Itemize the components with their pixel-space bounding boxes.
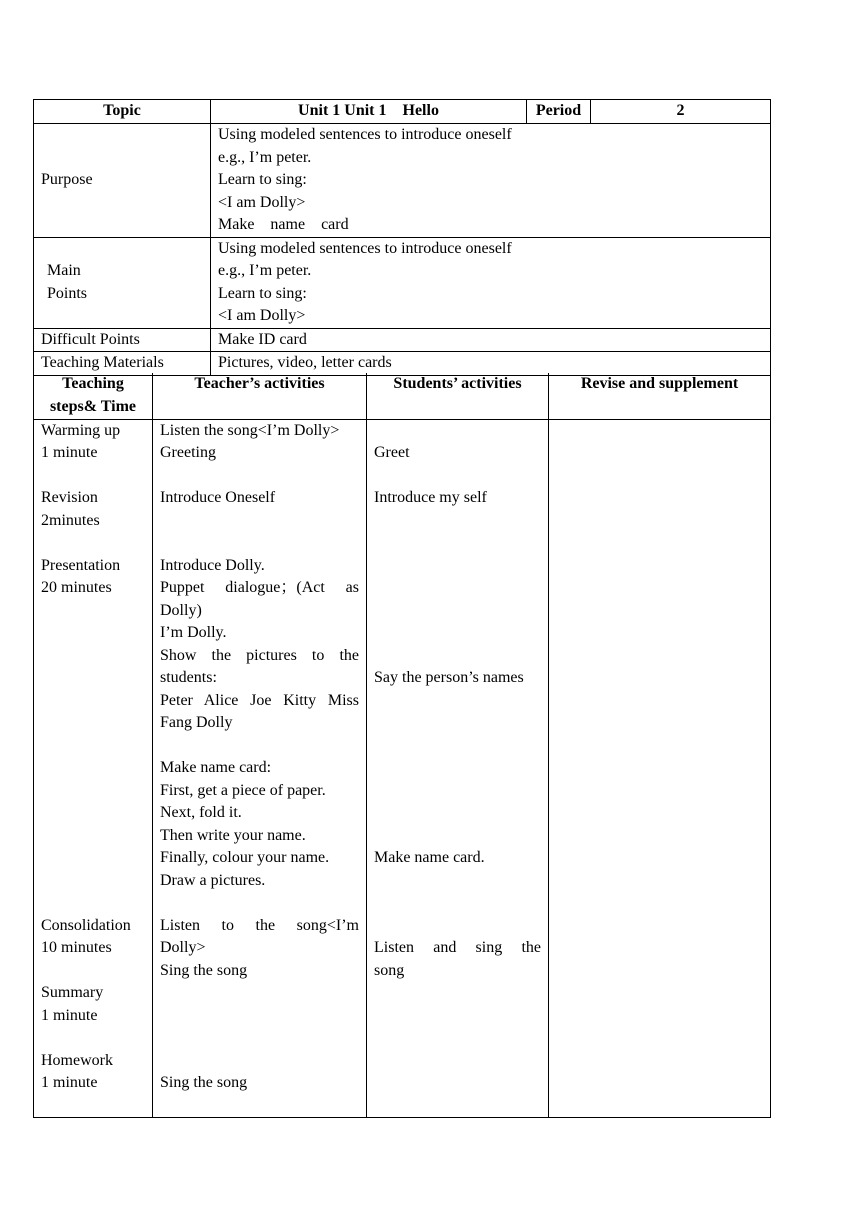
steps-header-line1: Teaching (62, 375, 124, 392)
steps-header-col1 (34, 373, 153, 419)
teacher-activities-header: Teacher’s activities (153, 373, 367, 419)
student-col-line: Listen and sing the (374, 939, 541, 956)
steps-col-line: Homework (41, 1051, 113, 1069)
teacher-col-line: Show the pictures to the (160, 646, 359, 664)
teacher-col-line: Fang Dolly (160, 714, 233, 731)
purpose-line: <I am Dolly> (218, 193, 306, 211)
steps-col-line (41, 600, 145, 623)
purpose-line: Learn to sing: (218, 171, 307, 188)
student-col-line (374, 577, 541, 600)
student-col-line (374, 870, 541, 893)
student-col-line (374, 1050, 541, 1073)
student-col-line: Say the person’s names (374, 669, 524, 686)
steps-col-line (41, 690, 145, 713)
main-points-line: <I am Dolly> (218, 307, 306, 324)
students-activities-header: Students’ activities (367, 373, 549, 419)
revise-supplement-column (549, 419, 771, 1117)
steps-col-line: 10 minutes (41, 939, 112, 956)
teacher-col-line: First, get a piece of paper. (160, 781, 326, 799)
revise-supplement-header: Revise and supplement (549, 373, 771, 419)
header-table (33, 99, 771, 376)
steps-col-line (41, 802, 145, 825)
main-points-label-line2: Points (47, 284, 88, 302)
steps-col-line (41, 960, 145, 983)
teacher-col-line: Make name card: (160, 759, 272, 776)
steps-col-line: Consolidation (41, 916, 131, 934)
purpose-content (211, 124, 771, 238)
student-col-line: song (374, 961, 405, 979)
student-col-line (374, 892, 541, 915)
steps-col-line: Presentation (41, 556, 121, 574)
teacher-col-line (160, 510, 359, 533)
student-col-line (374, 825, 541, 848)
student-col-line (374, 465, 541, 488)
steps-col-line: 1 minute (41, 1006, 98, 1024)
main-points-line: Using modeled sentences to introduce oneself (218, 239, 512, 257)
teacher-col-line (160, 892, 359, 915)
purpose-line: e.g., I’m peter. (218, 148, 312, 166)
steps-col-line: Revision (41, 489, 98, 506)
steps-col-line (41, 1027, 145, 1050)
teacher-col-line: Listen to the song<I’m (160, 916, 359, 934)
main-points-label-line1: Main (47, 262, 81, 279)
student-col-line (374, 1005, 541, 1028)
main-points-label (34, 237, 211, 328)
steps-col-line (41, 532, 145, 555)
teacher-col-line: Introduce Oneself (160, 489, 276, 506)
student-col-line (374, 532, 541, 555)
purpose-line: Using modeled sentences to introduce oneself (218, 126, 512, 143)
student-col-line (374, 510, 541, 533)
steps-col-line (41, 735, 145, 758)
teaching-materials-label: Teaching Materials (34, 352, 211, 376)
steps-col-line: Warming up (41, 421, 121, 439)
teacher-col-line (160, 1050, 359, 1073)
teacher-col-line: Then write your name. (160, 826, 306, 844)
teacher-col-line (160, 465, 359, 488)
student-col-line (374, 690, 541, 713)
difficult-points-label: Difficult Points (34, 328, 211, 352)
steps-col-line (41, 645, 145, 668)
steps-col-line: 20 minutes (41, 579, 112, 596)
main-points-content (211, 237, 771, 328)
steps-col-line (41, 622, 145, 645)
teacher-col-line: Sing the song (160, 1074, 248, 1091)
student-col-line (374, 1027, 541, 1050)
steps-col-line (41, 780, 145, 803)
student-col-line (374, 645, 541, 668)
steps-col-line (41, 757, 145, 780)
student-col-line (374, 600, 541, 623)
student-col-line (374, 780, 541, 803)
steps-column (34, 419, 153, 1117)
steps-header-line2: steps& Time (49, 397, 137, 415)
teacher-col-line: Peter Alice Joe Kitty Miss (160, 691, 359, 709)
teacher-col-line (160, 982, 359, 1005)
teacher-col-line (160, 532, 359, 555)
student-col-line: Make name card. (374, 849, 485, 866)
student-col-line (374, 712, 541, 735)
steps-col-line: 1 minute (41, 444, 98, 461)
difficult-points-value: Make ID card (211, 328, 771, 352)
teacher-col-line: Draw a pictures. (160, 871, 266, 889)
student-col-line (374, 915, 541, 938)
steps-col-line (41, 870, 145, 893)
steps-col-line: Summary (41, 984, 104, 1001)
teacher-col-line: Next, fold it. (160, 804, 242, 821)
steps-col-line (41, 847, 145, 870)
steps-col-line (41, 465, 145, 488)
teacher-col-line: Dolly) (160, 601, 202, 619)
teacher-col-line (160, 1005, 359, 1028)
teacher-col-line: Finally, colour your name. (160, 849, 330, 866)
teacher-col-line: Sing the song (160, 961, 248, 979)
student-col-line (374, 1072, 541, 1095)
topic-label: Topic (34, 100, 211, 124)
steps-col-line (41, 712, 145, 735)
student-col-line: Introduce my self (374, 489, 487, 506)
student-col-line: Greet (374, 444, 410, 461)
teacher-col-line: Greeting (160, 444, 216, 461)
teacher-activities-column (153, 419, 367, 1117)
student-col-line (374, 982, 541, 1005)
main-points-line: Learn to sing: (218, 284, 307, 302)
period-value: 2 (591, 100, 771, 124)
teacher-col-line: I’m Dolly. (160, 624, 227, 641)
teacher-col-line: Introduce Dolly. (160, 556, 265, 574)
student-col-line (374, 735, 541, 758)
steps-table (33, 373, 771, 1118)
steps-col-line (41, 892, 145, 915)
period-label: Period (527, 100, 591, 124)
student-col-line (374, 757, 541, 780)
student-col-line (374, 802, 541, 825)
purpose-line: Make name card (218, 216, 349, 233)
student-col-line (374, 622, 541, 645)
students-activities-column (367, 419, 549, 1117)
student-col-line (374, 420, 541, 443)
student-col-line (374, 555, 541, 578)
teaching-materials-value: Pictures, video, letter cards (211, 352, 771, 376)
teacher-col-line (160, 1027, 359, 1050)
steps-col-line: 1 minute (41, 1074, 98, 1091)
teacher-col-line: students: (160, 669, 217, 686)
steps-col-line (41, 825, 145, 848)
teacher-col-line: Listen the song<I’m Dolly> (160, 421, 340, 439)
teacher-col-line: Dolly> (160, 939, 206, 956)
topic-value: Unit 1 Unit 1 Hello (211, 100, 527, 124)
steps-col-line: 2minutes (41, 511, 100, 529)
purpose-label: Purpose (34, 124, 211, 238)
teacher-col-line: Puppet dialogue；(Act as (160, 579, 359, 596)
main-points-line: e.g., I’m peter. (218, 262, 312, 279)
teacher-col-line (160, 735, 359, 758)
steps-col-line (41, 667, 145, 690)
